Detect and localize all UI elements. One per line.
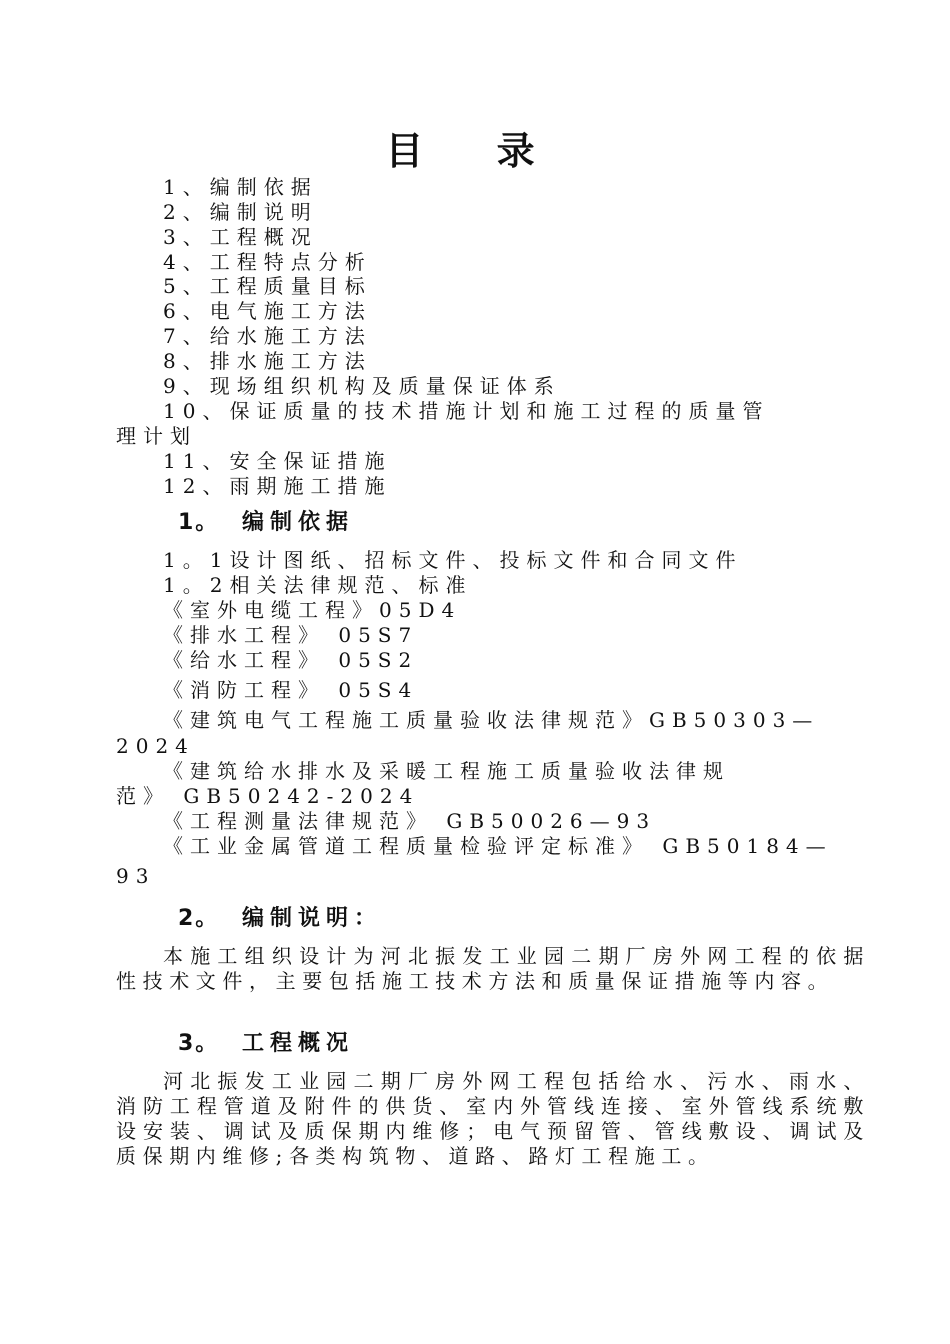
body-paragraph: 本施工组织设计为河北振发工业园二期厂房外网工程的依据性技术文件，主要包括施工技术方法和质量保证措施等内容。 [116, 944, 870, 993]
reference-line: 《消防工程》 05S4 [163, 678, 419, 702]
reference-line-continuation: 93 [116, 864, 156, 888]
reference-line-continuation: 范》 GB50242-2024 [116, 784, 420, 808]
toc-item: 3、工程概况 [163, 225, 318, 249]
section-title: 工程概况 [242, 1031, 355, 1056]
toc-item: 12、雨期施工措施 [163, 474, 392, 498]
reference-line: 《室外电缆工程》05D4 [163, 598, 462, 622]
body-paragraph: 河北振发工业园二期厂房外网工程包括给水、污水、雨水、消防工程管道及附件的供货、室内外管线连接、室外管线系统敷设安装、调试及质保期内维修；电气预留管、管线敷设、调试及质保期内维修;各类构筑物、道路、路灯工程施工。 [116, 1069, 870, 1168]
reference-line: 《建筑电气工程施工质量验收法律规范》GB50303— [163, 708, 820, 732]
reference-line: 《建筑给水排水及采暖工程施工质量验收法律规 [163, 759, 730, 783]
toc-item: 10、保证质量的技术措施计划和施工过程的质量管 [163, 399, 770, 423]
reference-line: 《排水工程》 05S7 [163, 623, 419, 647]
reference-line-continuation: 2024 [116, 734, 195, 758]
toc-item: 1、编制依据 [163, 175, 318, 199]
toc-item: 5、工程质量目标 [163, 274, 372, 298]
section-number: 3。 [178, 1031, 220, 1056]
section-title: 编制说明： [242, 906, 383, 931]
toc-item: 7、给水施工方法 [163, 324, 372, 348]
section-heading [178, 905, 382, 933]
toc-item-continuation: 理计划 [116, 424, 197, 448]
toc-item: 6、电气施工方法 [163, 299, 372, 323]
reference-line: 1。1设计图纸、招标文件、投标文件和合同文件 [163, 548, 743, 572]
reference-line: 《工程测量法律规范》 GB50026—93 [163, 809, 657, 833]
toc-item: 11、安全保证措施 [163, 449, 392, 473]
reference-line: 《给水工程》 05S2 [163, 648, 419, 672]
section-number: 1。 [178, 510, 220, 535]
section-heading [178, 509, 354, 537]
reference-line: 1。2相关法律规范、标准 [163, 573, 473, 597]
toc-item: 9、现场组织机构及质量保证体系 [163, 374, 561, 398]
section-heading [178, 1030, 354, 1058]
toc-item: 2、编制说明 [163, 200, 318, 224]
reference-line: 《工业金属管道工程质量检验评定标准》 GB50184— [163, 834, 833, 858]
toc-item: 4、工程特点分析 [163, 250, 372, 274]
toc-item: 8、排水施工方法 [163, 349, 372, 373]
section-number: 2。 [178, 906, 220, 931]
section-title: 编制依据 [242, 510, 355, 535]
page-title: 目 录 [385, 129, 565, 173]
